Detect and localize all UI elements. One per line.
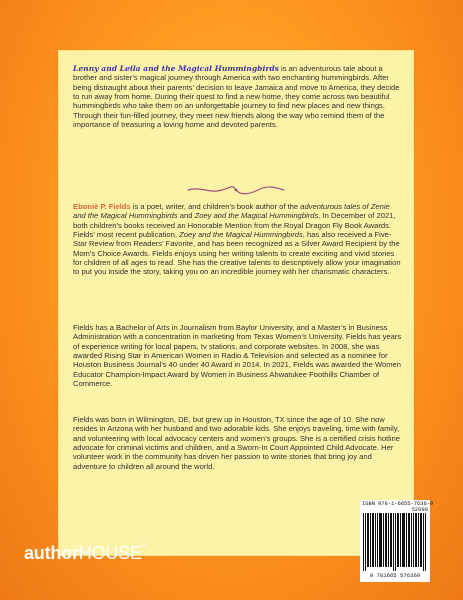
synopsis-paragraph bbox=[73, 64, 403, 129]
barcode-icon bbox=[363, 513, 427, 571]
isbn-barcode bbox=[360, 500, 434, 582]
bio-paragraph-3: Fields was born in Wilmington, DE, but grew up in Houston, TX since the age of 10. She now resides in Arizona with her husband and two adorable kids. She enjoys traveling, time with family, and volunteering with local advocacy centers and women’s groups. She is a certified crisis hotline advocate for criminal victims and children, and a Sworn-In Court Appointed Child Advocate. Her volunteer work in the community has driven her passion to write stories that bring joy and adventure to children all around the world. bbox=[73, 415, 400, 471]
series-title: adventurous tales of Zenie and the Magical Hummingbirds bbox=[73, 202, 390, 221]
publisher-logo: authorHOUSE® bbox=[24, 543, 147, 563]
isbn-label: ISBN 978-1-6655-7636-9 52099 bbox=[362, 501, 434, 513]
barcode-digits: 9 781665 576369 bbox=[369, 572, 421, 579]
author-name: Eboniè P. Fields bbox=[73, 202, 131, 211]
synopsis-text: is an adventurous tale about a brother and sister’s magical journey through America with two enchanting hummingbirds. After being distraught about their parents’ decision to leave Jamaica and move to America, they decide to run away from home. During their quest to find a new home, they come across two beautiful hummingbirds who take them on an unforgettable journey to find new places and new things. Through their fun-filled journey, they meet new friends along the way who remind them of the importance of treasuring a loving home and devoted parents. bbox=[73, 64, 400, 130]
bio-paragraph-1: Eboniè P. Fields is a poet, writer, and children’s book author of the adventurous tales of Zenie and the Magical Hummingbirds and Zoey and the Magical Hummingbirds. In December of 2021, both children’s books received an Honorable Mention from the Royal Dragon Fly Book Awards. Fields’ most recent publication, Zoey and the Magical Hummingbirds, has also received a Five-Star Review from Readers’ Favorite, and has been recognized as a Silver Award Recipient by the Mom’s Choice Awards. Fields enjoys using her writing talents to create exciting and vivid stories for children of all ages to read. She has the creative talents to descriptively allow your imagination to put you inside the story, taking you on an incredible journey with her charismatic characters. bbox=[73, 202, 401, 277]
book-title: Lenny and Leila and the Magical Hummingbirds bbox=[73, 64, 279, 73]
ornament-divider-icon bbox=[186, 184, 286, 196]
bio-paragraph-2: Fields has a Bachelor of Arts in Journalism from Baylor University, and a Master’s in Business Administration with a concentration in marketing from Texas Women’s University. Fields has years of experience writing for local papers, tv stations, and corporate websites. In 2008, she was awarded Rising Star in American Women in Radio & Television and selected as a nominee for Houston Business Journal’s 40 under 40 Award in 2014. In 2021, Fields was awarded the Women Educator Champion-Impact Award by Women in Business Ahwatukee Foothills Chamber of Commerce. bbox=[73, 323, 402, 389]
